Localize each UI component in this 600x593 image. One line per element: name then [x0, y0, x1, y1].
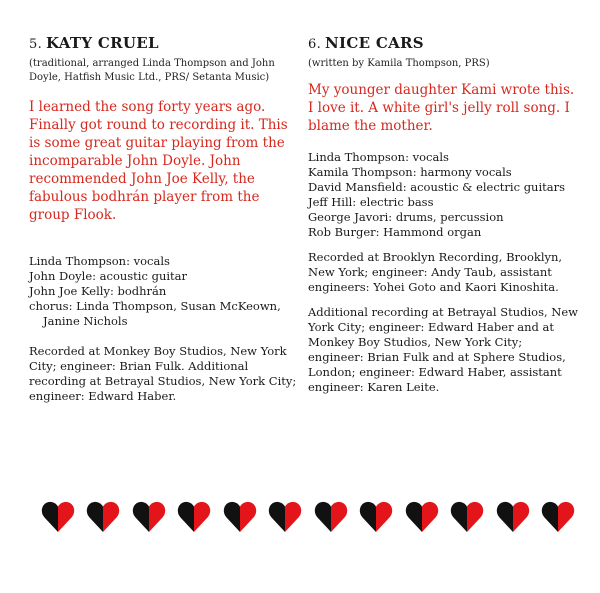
- heart-icon: [40, 498, 76, 534]
- track-name: KATY CRUEL: [46, 34, 159, 52]
- track-credit: (traditional, arranged Linda Thompson and John Doyle, Hatfish Music Ltd., PRS/ Setanta Music): [29, 58, 275, 83]
- track-number: 6.: [308, 37, 322, 52]
- heart-icon: [449, 498, 485, 534]
- musician-item: Kamila Thompson: harmony vocals: [308, 164, 512, 179]
- track-credit: (written by Kamila Thompson, PRS): [308, 58, 490, 69]
- heart-icon: [222, 498, 258, 534]
- heart-icon: [267, 498, 303, 534]
- heart-icon: [404, 498, 440, 534]
- heart-icon: [540, 498, 576, 534]
- musician-item: George Javori: drums, percussion: [308, 209, 504, 224]
- track-5-column: [29, 34, 299, 404]
- recording-info: Recorded at Monkey Boy Studios, New York City; engineer: Brian Fulk. Additional recording at Betrayal Studios, New York City; engineer: Edward Haber.: [29, 344, 297, 403]
- track-number: 5.: [29, 37, 43, 52]
- heart-icon: [131, 498, 167, 534]
- track-note: I learned the song forty years ago. Finally got round to recording it. This is some great guitar playing from the incomparable John Doyle. John recommended John Joe Kelly, the fabulous bodhrán player from the group Flook.: [29, 99, 288, 223]
- musician-item: Linda Thompson: vocals: [308, 149, 449, 164]
- musician-item: chorus: Linda Thompson, Susan McKeown, Janine Nichols: [29, 299, 281, 328]
- recording-info: Recorded at Brooklyn Recording, Brooklyn, New York; engineer: Andy Taub, assistant engineers: Yohei Goto and Kaori Kinoshita.: [308, 249, 563, 294]
- track-6-column: [308, 34, 580, 395]
- heart-icon: [495, 498, 531, 534]
- musician-item: John Doyle: acoustic guitar: [29, 269, 188, 283]
- musician-item: David Mansfield: acoustic & electric guitars: [308, 179, 566, 194]
- heart-icon: [176, 498, 212, 534]
- musician-item: Jeff Hill: electric bass: [308, 194, 434, 209]
- track-name: NICE CARS: [325, 34, 424, 52]
- track-title: [29, 34, 299, 54]
- heart-icon: [313, 498, 349, 534]
- heart-icon: [85, 498, 121, 534]
- musician-item: Linda Thompson: vocals: [29, 254, 170, 268]
- additional-recording-info: Additional recording at Betrayal Studios, New York City; engineer: Edward Haber and at Monkey Boy Studios, New York City; engineer: Brian Fulk and at Sphere Studios, London; engineer: Edward Haber, assistant engineer: Karen Leite.: [308, 304, 578, 394]
- musician-list: [308, 150, 580, 240]
- musician-item: John Joe Kelly: bodhrán: [29, 284, 167, 298]
- musician-item: Rob Burger: Hammond organ: [308, 224, 482, 239]
- track-note: My younger daughter Kami wrote this. I love it. A white girl's jelly roll song. I blame the mother.: [308, 81, 575, 134]
- musician-list: [29, 254, 299, 329]
- heart-icon: [358, 498, 394, 534]
- track-title: [308, 34, 580, 54]
- heart-row: [40, 498, 576, 538]
